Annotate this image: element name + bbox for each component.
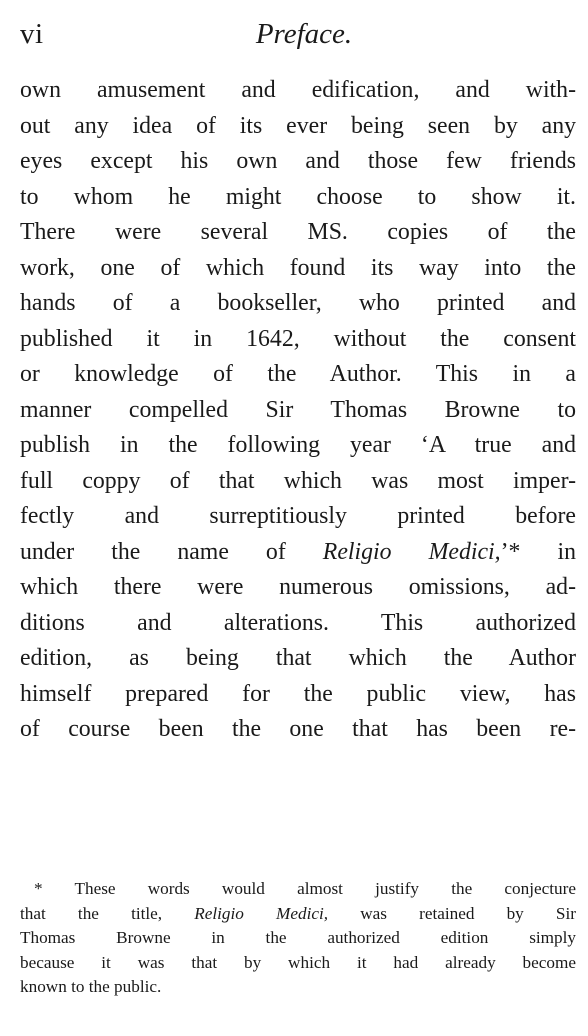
footnote-line: * These words would almost justify the conjecture <box>34 879 576 898</box>
footnote-line: known to the public. <box>20 977 162 996</box>
page-header <box>20 18 568 58</box>
body-line: to whom he might choose to show it. <box>20 183 576 210</box>
page-number: vi <box>20 18 44 50</box>
body-line: hands of a bookseller, who printed and <box>20 290 576 316</box>
footnote-line: Thomas Browne in the authorized edition simply <box>20 928 576 947</box>
body-line: eyes except his own and those few friends <box>20 148 576 174</box>
line-text-after: ’* in <box>500 538 576 565</box>
footnote <box>20 877 576 1000</box>
body-line: own amusement and edification, and with- <box>20 77 576 103</box>
body-line: which there were numerous omissions, ad- <box>20 574 576 600</box>
footnote-text-before: that the title, <box>20 903 195 923</box>
body-line: out any idea of its ever being seen by any <box>20 112 576 139</box>
footnote-book-title-italic: Religio Medici, <box>194 903 329 923</box>
line-text-before: under the name of <box>20 538 323 565</box>
body-line: work, one of which found its way into the <box>20 254 576 281</box>
body-line: full coppy of that which was most imper- <box>20 467 576 494</box>
footnote-line-with-title <box>20 902 576 927</box>
body-text <box>20 73 576 748</box>
body-line: edition, as being that which the Author <box>20 645 576 671</box>
body-line: ditions and alterations. This authorized <box>20 609 576 636</box>
footnote-text-after: was retained by Sir <box>328 903 576 923</box>
body-line: fectly and surreptitiously printed before <box>20 503 576 529</box>
book-title-italic: Religio Medici, <box>322 538 501 565</box>
running-title: Preface. <box>255 18 353 50</box>
body-line: publish in the following year ‘A true and <box>20 432 576 458</box>
body-line: There were several MS. copies of the <box>20 219 576 245</box>
body-line: himself prepared for the public view, has <box>20 680 576 707</box>
footnote-line: because it was that by which it had already become <box>20 952 576 972</box>
body-line: of course been the one that has been re- <box>20 716 576 742</box>
body-line: published it in 1642, without the consent <box>20 325 576 352</box>
body-line-with-title <box>20 535 576 571</box>
body-line: manner compelled Sir Thomas Browne to <box>20 396 576 423</box>
body-line: or knowledge of the Author. This in a <box>20 361 576 387</box>
